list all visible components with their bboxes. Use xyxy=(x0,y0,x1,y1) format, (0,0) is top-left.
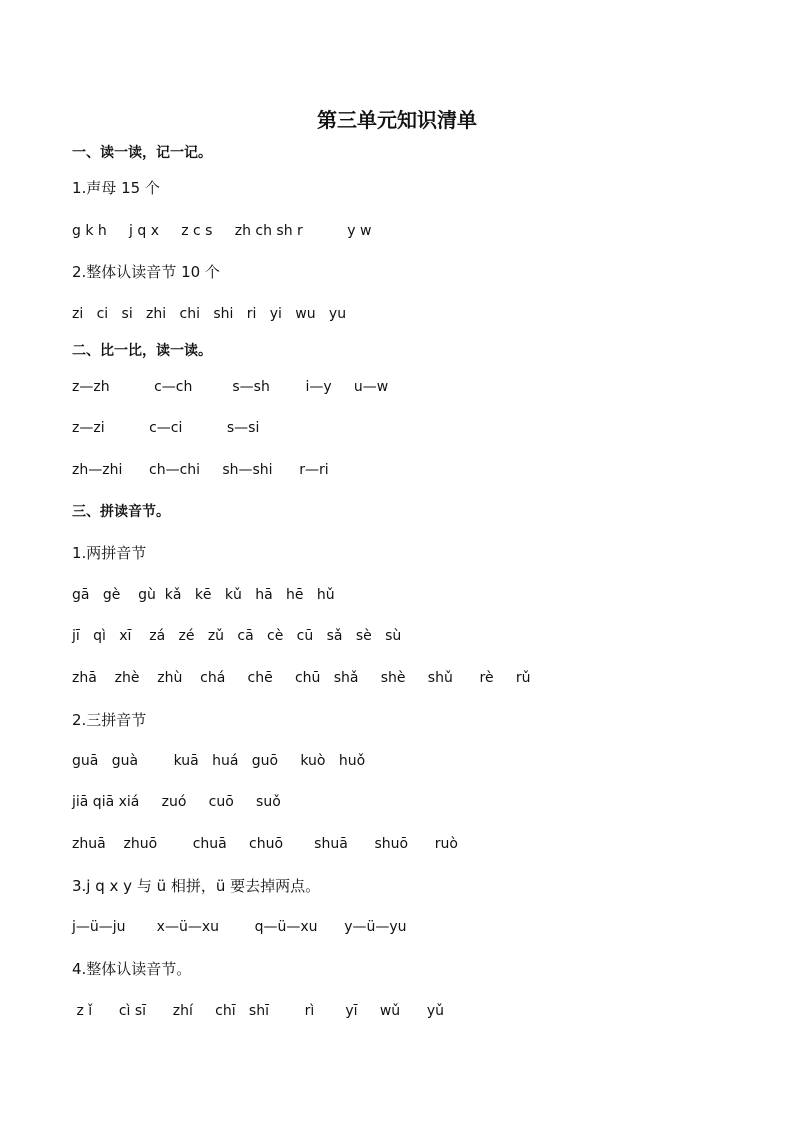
pinyin-line: zi ci si zhi chi shi ri yi wu yu xyxy=(72,306,347,322)
subsection-heading: 2.整体认读音节 10 个 xyxy=(72,263,220,281)
pinyin-line: z—zh c—ch s—sh i—y u—w xyxy=(72,379,389,395)
pinyin-line: zhā zhè zhù chá chē chū shǎ shè shǔ rè rǔ xyxy=(72,670,531,686)
section-heading: 一、读一读，记一记。 xyxy=(72,145,212,161)
subsection-heading: 3.j q x y 与 ü 相拼，ü 要去掉两点。 xyxy=(72,877,321,895)
pinyin-line: zhuā zhuō chuā chuō shuā shuō ruò xyxy=(72,836,458,852)
subsection-heading: 2.三拼音节 xyxy=(72,711,147,729)
subsection-heading: 4.整体认读音节。 xyxy=(72,960,192,978)
pinyin-line: z—zi c—ci s—si xyxy=(72,420,260,436)
pinyin-line: j—ü—ju x—ü—xu q—ü—xu y—ü—yu xyxy=(72,919,407,935)
pinyin-line: z ǐ cì sī zhí chī shī rì yī wǔ yǔ xyxy=(72,1003,444,1019)
section-heading: 二、比一比，读一读。 xyxy=(72,343,212,359)
pinyin-line: jī qì xī zá zé zǔ cā cè cū sǎ sè sù xyxy=(72,628,402,644)
pinyin-line: guā guà kuā huá guō kuò huǒ xyxy=(72,753,366,769)
pinyin-line: jiā qiā xiá zuó cuō suǒ xyxy=(72,794,281,810)
section-heading: 三、拼读音节。 xyxy=(72,504,170,520)
pinyin-line: gā gè gù kǎ kē kǔ hā hē hǔ xyxy=(72,587,335,603)
pinyin-line: g k h j q x z c s zh ch sh r y w xyxy=(72,223,372,239)
page-title: 第三单元知识清单 xyxy=(317,108,477,132)
subsection-heading: 1.声母 15 个 xyxy=(72,179,160,197)
subsection-heading: 1.两拼音节 xyxy=(72,544,147,562)
pinyin-line: zh—zhi ch—chi sh—shi r—ri xyxy=(72,462,329,478)
